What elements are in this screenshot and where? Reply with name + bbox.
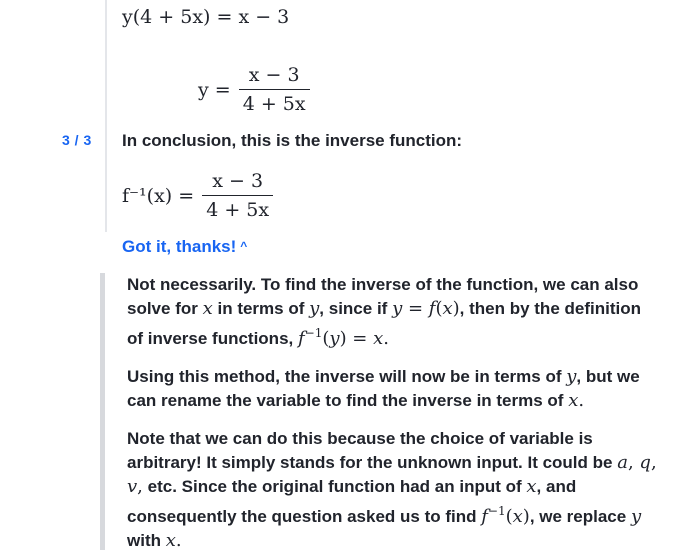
equation-lhs: y = [198,78,231,101]
math-inline: x [526,476,537,497]
got-it-label: Got it, thanks! [122,237,237,256]
text-segment: Using this method, the inverse will now be in terms of [127,367,562,386]
math-inline: y [630,506,642,527]
text-segment: Note that we can do this because the choice of variable is arbitrary! It simply stands for the unknown input. It could be [127,429,613,472]
text-segment: with [127,531,161,550]
steps-gutter-line [105,0,107,232]
math-inline: y [566,366,577,387]
explanation-gutter-line [100,273,105,550]
text-segment: , then by the definition of inverse functions, [127,299,641,348]
fraction-denominator: 4 + 5x [202,195,273,221]
fraction [202,170,273,221]
text-segment: , we replace [529,507,627,526]
text-segment: , since if [319,299,388,318]
fraction-numerator: x − 3 [212,170,264,192]
math-inline: y = f(x) [392,298,460,319]
math-inline: a, q, v, [127,452,657,497]
text-segment: , but we can rename the variable to find the inverse in terms of [127,367,640,410]
explanation-paragraph-3 [127,427,657,550]
math-inline: $f^{-1}(x)$ [481,504,530,527]
explanation-paragraph-1 [127,273,657,351]
chevron-up-icon: ^ [240,239,248,253]
text-segment: , and consequently the question asked us to find [127,477,577,526]
text-segment: in terms of [217,299,305,318]
math-inline: x. [165,530,182,550]
explanation-paragraph-2 [127,365,657,413]
math-inline: x [202,298,213,319]
conclusion-text: In conclusion, this is the inverse function: [122,131,463,150]
explanation-text [127,273,657,550]
got-it-thanks-link[interactable] [122,237,247,257]
math-inline: $f^{-1}(y) = x$. [297,326,390,349]
text-segment: Not necessarily. To find the inverse of the function, we can also solve for [127,275,639,318]
equation-solved-for-y [198,64,310,115]
fraction [239,64,310,115]
math-inline: y [309,298,320,319]
fraction-denominator: 4 + 5x [239,89,310,115]
math-inline: x. [568,390,585,411]
text-segment: etc. Since the original function had an input of [147,477,522,496]
equation-expanded: y(4 + 5x) = x − 3 [122,6,290,28]
step-counter: 3 / 3 [62,132,92,148]
inverse-function-equation [122,170,273,221]
fraction-numerator: x − 3 [248,64,300,86]
equation-lhs: f⁻¹(x) = [122,184,195,207]
